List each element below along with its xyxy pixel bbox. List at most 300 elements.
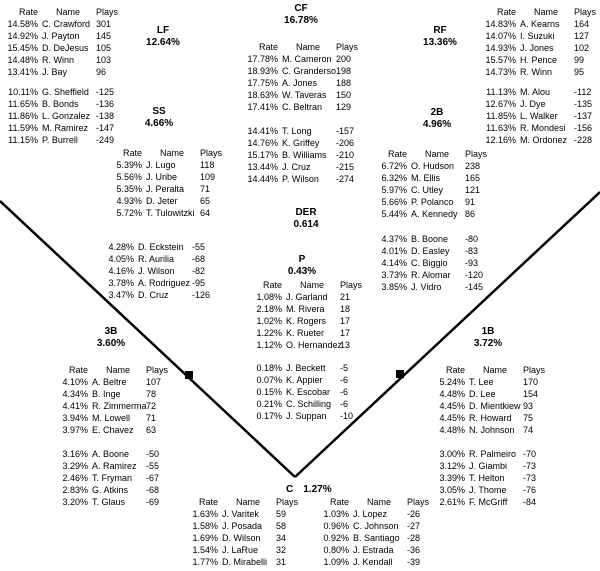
- stat-name: R. Alomar: [411, 270, 451, 280]
- stat-plays: -156: [574, 123, 593, 133]
- stat-rate: 4.45%: [439, 413, 465, 423]
- stat-row: [246, 89, 364, 101]
- table-header: [56, 364, 174, 376]
- name-column-header: Name: [55, 7, 80, 17]
- stat-row: [246, 137, 364, 149]
- stat-plays: 64: [200, 208, 211, 218]
- stat-rate: 5.35%: [116, 184, 142, 194]
- 2b-best-fielders-table: [375, 148, 493, 220]
- stat-row: [6, 42, 124, 54]
- stat-plays: 86: [465, 209, 476, 219]
- stat-row: [433, 412, 551, 424]
- stat-name: E. Chavez: [92, 425, 134, 435]
- stat-plays: -76: [523, 485, 537, 495]
- stat-name: J. Uribe: [146, 172, 178, 182]
- stat-row: [433, 448, 551, 460]
- stat-row: [6, 122, 124, 134]
- stat-row: [6, 110, 124, 122]
- stat-rate: 1.03%: [323, 509, 349, 519]
- stat-plays: -274: [336, 174, 355, 184]
- stat-plays: 18: [340, 304, 351, 314]
- stat-rate: 3.73%: [381, 270, 407, 280]
- stat-name: K. Escobar: [286, 387, 331, 397]
- stat-row: [317, 508, 435, 520]
- stat-name: R. Winn: [42, 55, 75, 65]
- name-column-header: Name: [366, 497, 391, 507]
- stat-rate: 14.48%: [7, 55, 38, 65]
- stat-plays: 121: [465, 185, 481, 195]
- 1b-worst-fielders-table: [433, 448, 551, 508]
- stat-rate: 18.93%: [247, 66, 278, 76]
- stat-plays: 21: [340, 292, 351, 302]
- stat-rate: 10.11%: [8, 87, 38, 97]
- plays-column-header: Plays: [523, 365, 546, 375]
- stat-plays: -55: [146, 461, 160, 471]
- stat-row: [6, 54, 124, 66]
- stat-plays: 72: [146, 401, 157, 411]
- stat-rate: 0.92%: [323, 533, 349, 543]
- ss-best-fielders-table: [110, 147, 228, 219]
- stat-rate: 1.22%: [256, 328, 282, 338]
- table-header: [250, 279, 368, 291]
- der-label: [271, 207, 341, 231]
- rate-column-header: Rate: [18, 7, 38, 17]
- stat-rate: 3.94%: [62, 413, 88, 423]
- stat-plays: -145: [465, 282, 484, 292]
- stat-name: J. Bay: [42, 67, 68, 77]
- stat-rate: 13.41%: [7, 67, 38, 77]
- stat-rate: 1.69%: [192, 533, 218, 543]
- stat-name: D. Lee: [469, 389, 496, 399]
- stat-name: K. Griffey: [282, 138, 320, 148]
- stat-rate: 2.83%: [62, 485, 88, 495]
- stat-rate: 14.07%: [485, 31, 516, 41]
- stat-name: J. Vidro: [411, 282, 442, 292]
- stat-name: M. Alou: [520, 87, 551, 97]
- stat-rate: 4.45%: [439, 401, 465, 411]
- plays-column-header: Plays: [146, 365, 169, 375]
- 2b-worst-fielders-table: [375, 233, 493, 293]
- table-header: [110, 147, 228, 159]
- stat-plays: -112: [574, 87, 592, 97]
- stat-name: J. Dye: [520, 99, 546, 109]
- stat-row: [484, 98, 600, 110]
- stat-plays: -67: [146, 473, 160, 483]
- stat-row: [186, 520, 304, 532]
- stat-row: [6, 134, 124, 146]
- stat-name: D. Easley: [411, 246, 450, 256]
- stat-name: J. Jones: [520, 43, 554, 53]
- stat-name: D. Mirabelli: [222, 557, 268, 567]
- stat-plays: 150: [336, 90, 352, 100]
- stat-row: [102, 265, 220, 277]
- cf-rate: 16.78%: [284, 15, 318, 26]
- stat-row: [433, 472, 551, 484]
- ss-rate: 4.66%: [144, 118, 174, 129]
- name-column-header: Name: [299, 280, 324, 290]
- name-column-header: Name: [235, 497, 260, 507]
- 1b-label: [453, 326, 523, 350]
- stat-row: [110, 171, 228, 183]
- stat-rate: 4.05%: [108, 254, 134, 264]
- stat-rate: 12.16%: [485, 135, 516, 145]
- stat-row: [246, 65, 364, 77]
- 2b-label: [402, 107, 472, 131]
- p-rate: 0.43%: [287, 266, 317, 277]
- stat-plays: -120: [465, 270, 484, 280]
- stat-name: M. Ellis: [411, 173, 440, 183]
- stat-rate: 5.97%: [381, 185, 407, 195]
- stat-plays: -5: [340, 363, 349, 373]
- stat-rate: 0.96%: [323, 521, 349, 531]
- table-header: [6, 6, 124, 18]
- table-header: [484, 6, 600, 18]
- stat-name: C. Crawford: [42, 19, 91, 29]
- stat-name: C. Utley: [411, 185, 444, 195]
- stat-plays: -27: [407, 521, 421, 531]
- plays-column-header: Plays: [336, 42, 359, 52]
- stat-name: J. Beckett: [286, 363, 326, 373]
- stat-rate: 1.08%: [256, 292, 282, 302]
- stat-plays: -84: [523, 497, 537, 507]
- stat-name: C. Johnson: [353, 521, 399, 531]
- stat-name: T. Long: [282, 126, 312, 136]
- stat-rate: 4.41%: [62, 401, 88, 411]
- stat-row: [433, 496, 551, 508]
- stat-rate: 1.09%: [323, 557, 349, 567]
- stat-name: B. Boone: [411, 234, 449, 244]
- rate-column-header: Rate: [198, 497, 218, 507]
- stat-rate: 3.85%: [381, 282, 407, 292]
- stat-rate: 1.77%: [192, 557, 218, 567]
- stat-plays: 102: [574, 43, 590, 53]
- stat-rate: 1.54%: [192, 545, 218, 555]
- stat-name: H. Pence: [520, 55, 558, 65]
- stat-name: B. Williams: [282, 150, 327, 160]
- stat-name: D. Mientkiew: [469, 401, 521, 411]
- stat-rate: 18.63%: [247, 90, 278, 100]
- stat-plays: -36: [407, 545, 421, 555]
- stat-plays: 31: [276, 557, 287, 567]
- stat-name: B. Inge: [92, 389, 121, 399]
- stat-rate: 4.48%: [439, 389, 465, 399]
- stat-row: [375, 208, 493, 220]
- stat-plays: -73: [523, 461, 537, 471]
- stat-name: A. Jones: [282, 78, 318, 88]
- stat-rate: 0.21%: [256, 399, 282, 409]
- stat-name: P. Wilson: [282, 174, 319, 184]
- stat-row: [250, 339, 368, 351]
- stat-rate: 17.41%: [247, 102, 278, 112]
- stat-name: B. Bonds: [42, 99, 79, 109]
- stat-name: A. Kearns: [520, 19, 560, 29]
- name-column-header: Name: [482, 365, 507, 375]
- stat-row: [250, 374, 368, 386]
- stat-plays: -26: [407, 509, 421, 519]
- stat-rate: 2.18%: [256, 304, 282, 314]
- stat-row: [250, 398, 368, 410]
- stat-name: G. Atkins: [92, 485, 129, 495]
- plays-column-header: Plays: [340, 280, 363, 290]
- stat-row: [56, 400, 174, 412]
- stat-name: R. Aurilia: [138, 254, 175, 264]
- stat-rate: 11.13%: [486, 87, 516, 97]
- stat-rate: 14.93%: [485, 43, 516, 53]
- stat-row: [375, 160, 493, 172]
- stat-name: C. Beltran: [282, 102, 323, 112]
- stat-rate: 12.67%: [485, 99, 516, 109]
- stat-name: J. Lopez: [353, 509, 388, 519]
- stat-plays: -137: [574, 111, 593, 121]
- p-worst-fielders-table: [250, 362, 368, 422]
- stat-name: N. Johnson: [469, 425, 515, 435]
- stat-name: P. Polanco: [411, 197, 454, 207]
- stat-rate: 5.56%: [116, 172, 142, 182]
- stat-rate: 14.44%: [247, 174, 278, 184]
- stat-plays: -95: [192, 278, 206, 288]
- stat-name: K. Appier: [286, 375, 323, 385]
- stat-plays: 91: [465, 197, 476, 207]
- stat-rate: 3.47%: [108, 290, 134, 300]
- 3b-label: [76, 326, 146, 350]
- stat-plays: 58: [276, 521, 287, 531]
- stat-name: C. Biggio: [411, 258, 448, 268]
- 3b-rate: 3.60%: [96, 338, 126, 349]
- stat-row: [317, 556, 435, 568]
- stat-name: C. Granderso: [282, 66, 337, 76]
- stat-name: J. Peralta: [146, 184, 185, 194]
- stat-rate: 3.05%: [439, 485, 465, 495]
- table-header: [317, 496, 435, 508]
- stat-row: [246, 173, 364, 185]
- stat-name: J. Thome: [469, 485, 507, 495]
- stat-row: [6, 18, 124, 30]
- stat-plays: 96: [96, 67, 107, 77]
- stat-rate: 4.37%: [381, 234, 407, 244]
- stat-name: A. Kennedy: [411, 209, 458, 219]
- stat-plays: 59: [276, 509, 287, 519]
- stat-plays: -215: [336, 162, 355, 172]
- stat-name: M. Cameron: [282, 54, 332, 64]
- stat-plays: -6: [340, 387, 349, 397]
- stat-row: [317, 544, 435, 556]
- stat-plays: 17: [340, 328, 351, 338]
- stat-name: L. Gonzalez: [42, 111, 91, 121]
- stat-row: [484, 86, 600, 98]
- stat-name: O. Hernandez: [286, 340, 343, 350]
- stat-row: [375, 233, 493, 245]
- stat-row: [250, 386, 368, 398]
- stat-rate: 1.63%: [192, 509, 218, 519]
- stat-plays: 154: [523, 389, 539, 399]
- stat-rate: 3.97%: [62, 425, 88, 435]
- stat-name: J. Posada: [222, 521, 263, 531]
- ss-label: [124, 106, 194, 130]
- stat-plays: 71: [200, 184, 211, 194]
- c-worst-fielders-table: [317, 496, 435, 568]
- stat-rate: 3.20%: [62, 497, 88, 507]
- stat-row: [375, 269, 493, 281]
- c-rate: 1.27%: [303, 484, 332, 495]
- rate-column-header: Rate: [262, 280, 282, 290]
- stat-plays: 95: [574, 67, 585, 77]
- stat-rate: 0.17%: [256, 411, 282, 421]
- stat-name: T. Fryman: [92, 473, 133, 483]
- table-header: [246, 41, 364, 53]
- cf-worst-fielders-table: [246, 125, 364, 185]
- stat-rate: 2.61%: [439, 497, 465, 507]
- plays-column-header: Plays: [276, 497, 299, 507]
- stat-row: [250, 315, 368, 327]
- stat-plays: 103: [96, 55, 112, 65]
- stat-row: [6, 66, 124, 78]
- 3b-abbr: 3B: [104, 326, 118, 337]
- stat-rate: 15.17%: [247, 150, 278, 160]
- rf-abbr: RF: [433, 25, 447, 36]
- stat-row: [246, 149, 364, 161]
- stat-plays: -125: [96, 87, 115, 97]
- stat-row: [375, 172, 493, 184]
- ss-abbr: SS: [152, 106, 166, 117]
- stat-name: R. Palmeiro: [469, 449, 517, 459]
- stat-name: J. Kendall: [353, 557, 393, 567]
- stat-rate: 11.15%: [8, 135, 38, 145]
- stat-rate: 11.65%: [8, 99, 38, 109]
- stat-row: [6, 30, 124, 42]
- stat-rate: 3.39%: [439, 473, 465, 483]
- stat-name: K. Rogers: [286, 316, 327, 326]
- stat-plays: 93: [523, 401, 534, 411]
- stat-row: [484, 122, 600, 134]
- stat-plays: -82: [192, 266, 206, 276]
- stat-name: R. Howard: [469, 413, 512, 423]
- stat-row: [6, 86, 124, 98]
- stat-plays: 200: [336, 54, 352, 64]
- stat-plays: 65: [200, 196, 211, 206]
- stat-name: J. Varitek: [222, 509, 259, 519]
- rf-best-fielders-table: [484, 6, 600, 78]
- stat-row: [56, 388, 174, 400]
- 1b-best-fielders-table: [433, 364, 551, 436]
- stat-name: T. Helton: [469, 473, 505, 483]
- stat-rate: 5.24%: [439, 377, 465, 387]
- stat-rate: 4.16%: [108, 266, 134, 276]
- stat-row: [250, 362, 368, 374]
- lf-label: [128, 25, 198, 49]
- plays-column-header: Plays: [407, 497, 430, 507]
- stat-name: F. McGriff: [469, 497, 508, 507]
- stat-name: J. Cruz: [282, 162, 311, 172]
- plays-column-header: Plays: [96, 7, 119, 17]
- stat-plays: 32: [276, 545, 287, 555]
- stat-plays: -83: [465, 246, 479, 256]
- stat-row: [375, 196, 493, 208]
- stat-rate: 14.58%: [7, 19, 38, 29]
- stat-row: [110, 159, 228, 171]
- stat-row: [375, 281, 493, 293]
- stat-name: R. Zimmerma: [92, 401, 147, 411]
- cf-label: [266, 3, 336, 27]
- stat-plays: -157: [336, 126, 355, 136]
- stat-row: [250, 327, 368, 339]
- stat-name: D. Eckstein: [138, 242, 184, 252]
- stat-name: O. Hudson: [411, 161, 455, 171]
- stat-plays: 34: [276, 533, 287, 543]
- stat-name: J. Giambi: [469, 461, 508, 471]
- stat-plays: 129: [336, 102, 352, 112]
- stat-row: [250, 303, 368, 315]
- plays-column-header: Plays: [200, 148, 223, 158]
- stat-rate: 4.34%: [62, 389, 88, 399]
- stat-name: J. Suppan: [286, 411, 327, 421]
- stat-plays: 63: [146, 425, 157, 435]
- stat-plays: -126: [192, 290, 211, 300]
- rate-column-header: Rate: [258, 42, 278, 52]
- stat-row: [56, 424, 174, 436]
- stat-rate: 14.73%: [485, 67, 516, 77]
- stat-row: [56, 496, 174, 508]
- stat-row: [110, 195, 228, 207]
- stat-plays: 145: [96, 31, 112, 41]
- stat-row: [375, 184, 493, 196]
- stat-rate: 3.16%: [62, 449, 88, 459]
- stat-plays: 165: [465, 173, 481, 183]
- stat-plays: 71: [146, 413, 157, 423]
- 3b-best-fielders-table: [56, 364, 174, 436]
- stat-row: [484, 30, 600, 42]
- stat-plays: 301: [96, 19, 112, 29]
- stat-plays: -10: [340, 411, 354, 421]
- stat-plays: -73: [523, 473, 537, 483]
- stat-plays: -55: [192, 242, 206, 252]
- stat-name: W. Taveras: [282, 90, 327, 100]
- stat-rate: 6.72%: [381, 161, 407, 171]
- stat-rate: 4.28%: [108, 242, 134, 252]
- stat-row: [433, 388, 551, 400]
- c-label: [286, 484, 332, 496]
- first-base-marker: [396, 370, 404, 378]
- stat-row: [433, 460, 551, 472]
- stat-rate: 5.66%: [381, 197, 407, 207]
- stat-rate: 3.29%: [62, 461, 88, 471]
- 1b-abbr: 1B: [481, 326, 495, 337]
- stat-plays: 188: [336, 78, 352, 88]
- stat-row: [484, 42, 600, 54]
- stat-rate: 5.72%: [116, 208, 142, 218]
- stat-rate: 3.12%: [439, 461, 465, 471]
- rate-column-header: Rate: [445, 365, 465, 375]
- stat-plays: -206: [336, 138, 355, 148]
- stat-rate: 14.76%: [247, 138, 278, 148]
- name-column-header: Name: [159, 148, 184, 158]
- name-column-header: Name: [424, 149, 449, 159]
- stat-plays: -249: [96, 135, 115, 145]
- stat-name: M. Ordonez: [520, 135, 568, 145]
- rate-column-header: Rate: [329, 497, 349, 507]
- stat-plays: -93: [465, 258, 479, 268]
- stat-row: [6, 98, 124, 110]
- stat-plays: 13: [340, 340, 351, 350]
- stat-row: [56, 412, 174, 424]
- stat-name: M. Lowell: [92, 413, 131, 423]
- rf-worst-fielders-table: [484, 86, 600, 146]
- lf-abbr: LF: [156, 25, 170, 36]
- der-value: 0.614: [293, 219, 319, 230]
- stat-row: [484, 110, 600, 122]
- stat-rate: 4.01%: [381, 246, 407, 256]
- stat-plays: -135: [574, 99, 593, 109]
- stat-row: [484, 66, 600, 78]
